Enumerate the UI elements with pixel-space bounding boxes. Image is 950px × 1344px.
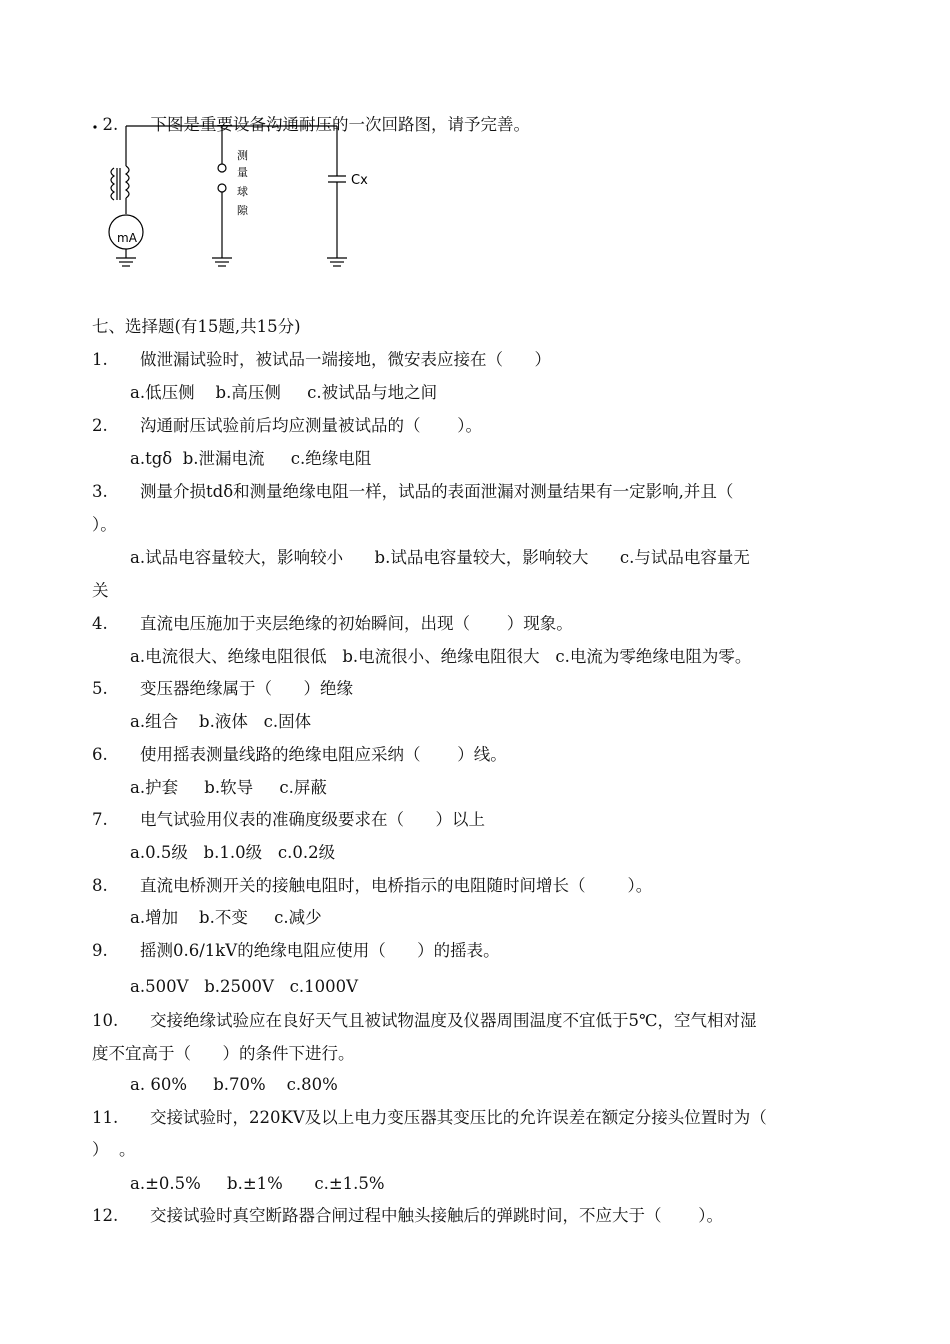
question-text: 电气试验用仪表的准确度级要求在（ ）以上 [140,810,485,829]
question-text: 变压器绝缘属于（ ）绝缘 [140,679,353,698]
question-6-options: a.护套 b.软导 c.屏蔽 [130,778,327,797]
question-text: 直流电桥测开关的接触电阻时，电桥指示的电阻随时间增长（ ）。 [140,876,653,895]
question-11-continuation: ） 。 [92,1140,136,1159]
question-2 [92,415,482,437]
question-7-options: a.0.5级 b.1.0级 c.0.2级 [130,843,336,862]
question-text: 交接绝缘试验应在良好天气且被试物温度及仪器周围温度不宜低于5℃，空气相对湿 [150,1011,757,1030]
question-8-options: a.增加 b.不变 c.减少 [130,908,322,927]
meter-label: mA [117,231,137,245]
q2-number: 2. [102,115,119,134]
question-text: 沟通耐压试验前后均应测量被试品的（ ）。 [140,416,482,435]
question-text: 使用摇表测量线路的绝缘电阻应采纳（ ）线。 [140,745,507,764]
question-7 [92,809,485,831]
question-number: 3. [92,482,108,501]
gap-sphere-bottom [218,184,226,192]
question-5-options: a.组合 b.液体 c.固体 [130,712,312,731]
circuit-diagram [90,118,450,278]
question-10-continuation: 度不宜高于（ ）的条件下进行。 [92,1044,355,1063]
question-text: 做泄漏试验时，被试品一端接地，微安表应接在（ ） [140,350,551,369]
corner-dot [94,126,96,128]
question-text: 直流电压施加于夹层绝缘的初始瞬间，出现（ ）现象。 [140,614,573,633]
question-number: 7. [92,810,108,829]
question-4-options: a.电流很大、绝缘电阻很低 b.电流很小、绝缘电阻很大 c.电流为零绝缘电阻为零。 [130,647,752,666]
question-number: 4. [92,614,108,633]
question-number: 12. [92,1206,119,1225]
question-10 [92,1010,756,1032]
question-5 [92,678,353,700]
section-title: 七、选择题(有15题,共15分) [92,317,301,336]
question-text: 测量介损tdδ和测量绝缘电阻一样，试品的表面泄漏对测量结果有一定影响,并且（ [140,482,734,501]
cap-label: Cx [351,173,368,188]
question-4 [92,613,573,635]
question-9-options: a.500V b.2500V c.1000V [130,977,359,996]
question-number: 9. [92,941,108,960]
question-number: 6. [92,745,108,764]
q2-text: 下图是重要设备沟通耐压的一次回路图，请予完善。 [150,115,530,134]
gap-sphere-top [218,164,226,172]
question-11-options: a.±0.5% b.±1% c.±1.5% [130,1174,385,1193]
question-number: 11. [92,1108,119,1127]
question-text: 摇测0.6/1kV的绝缘电阻应使用（ ）的摇表。 [140,941,500,960]
question-9 [92,940,500,962]
question-3-continuation: ）。 [92,515,117,534]
question-3-options: a.试品电容量较大，影响较小 b.试品电容量较大，影响较大 c.与试品电容量无 [130,548,750,567]
gap-label-4: 隙 [237,204,248,217]
question-3 [92,481,733,503]
question-8 [92,875,652,897]
question-3-options-continuation: 关 [92,581,109,600]
question-text: 交接试验时真空断路器合闸过程中触头接触后的弹跳时间，不应大于（ ）。 [150,1206,723,1225]
transformer-coil [126,166,129,198]
question-number: 5. [92,679,108,698]
gap-label-2: 量 [237,166,248,179]
question-number: 2. [92,416,108,435]
question-number: 10. [92,1011,119,1030]
question-6 [92,744,507,766]
question-2-options: a.tgδ b.泄漏电流 c.绝缘电阻 [130,449,372,468]
question-number: 1. [92,350,108,369]
question-12 [92,1205,723,1227]
gap-label-3: 球 [237,185,248,198]
question-1-options: a.低压侧 b.高压侧 c.被试品与地之间 [130,383,438,402]
question-text: 交接试验时，220KV及以上电力变压器其变压比的允许误差在额定分接头位置时为（ [150,1108,767,1127]
transformer-secondary [111,168,114,200]
question-11 [92,1107,767,1129]
gap-label-1: 测 [237,149,248,162]
question-number: 8. [92,876,108,895]
question-1 [92,349,551,371]
question-10-options: a. 60% b.70% c.80% [130,1075,338,1094]
